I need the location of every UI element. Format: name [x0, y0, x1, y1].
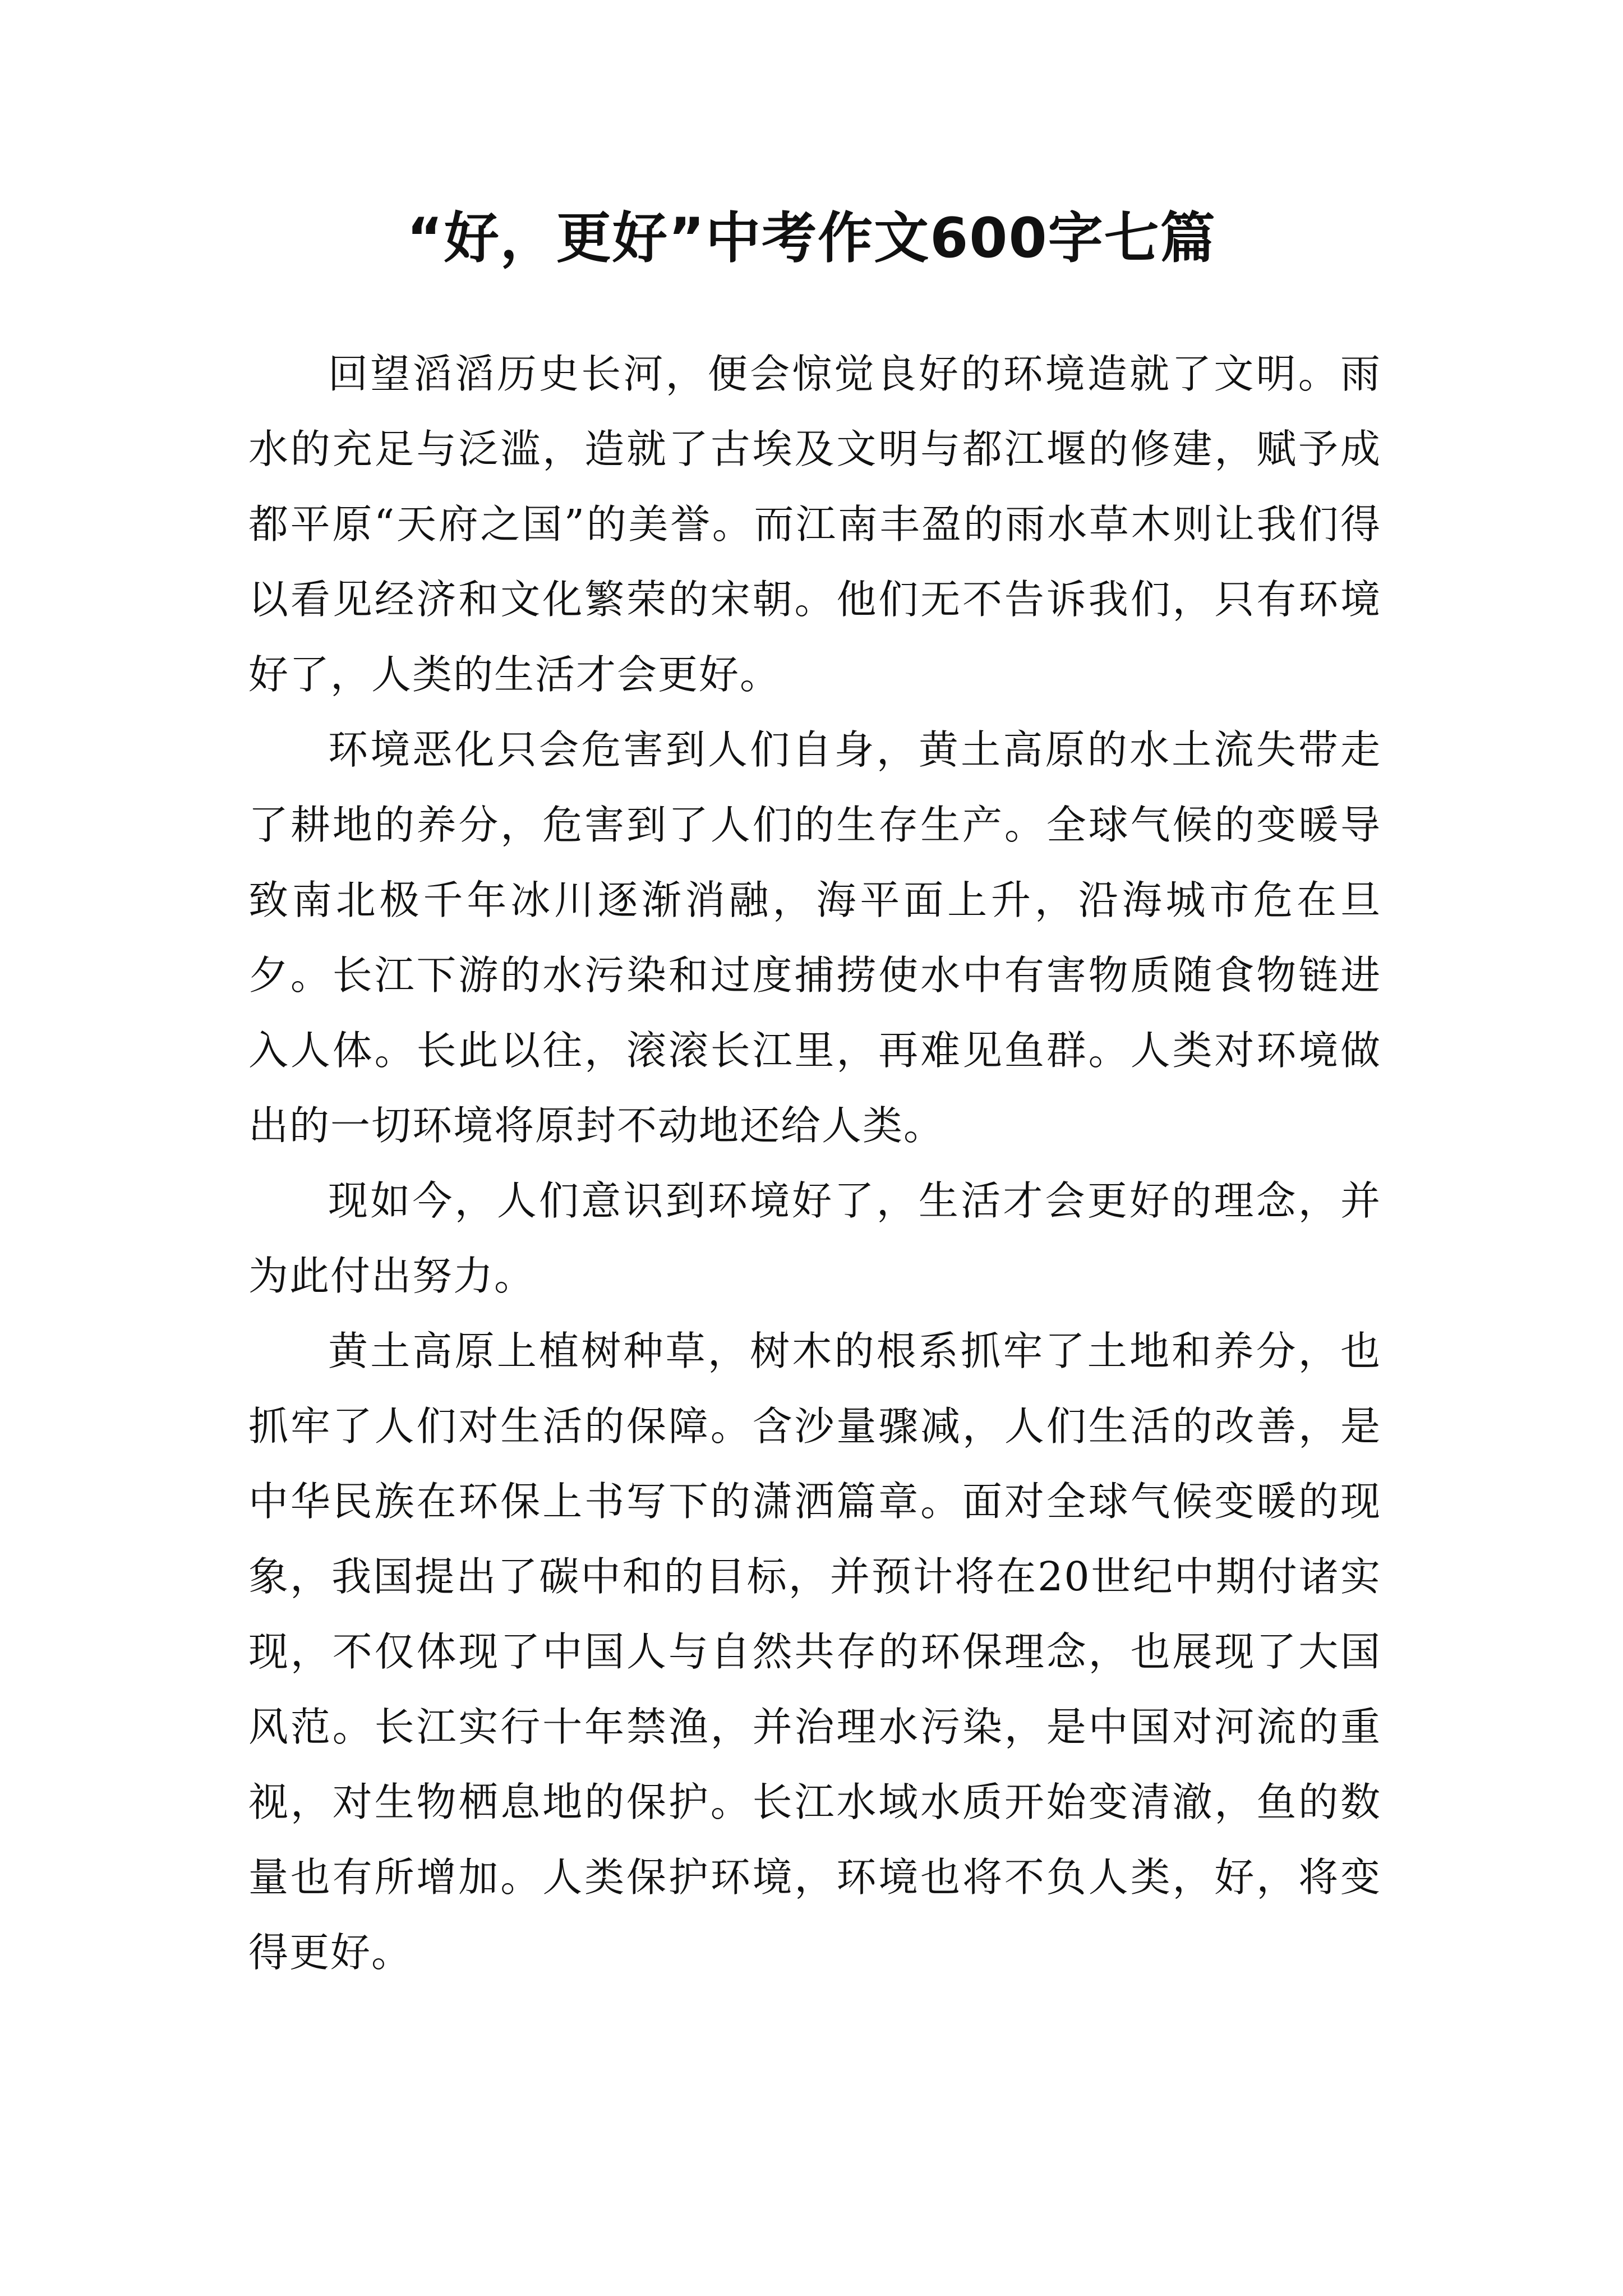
paragraph-3: 现如今，人们意识到环境好了，生活才会更好的理念，并为此付出努力。	[248, 1177, 1381, 1299]
paragraph-2: 环境恶化只会危害到人们自身，黄土高原的水土流失带走了耕地的养分，危害到了人们的生存生产。全球气候的变暖导致南北极千年冰川逐渐消融，海平面上升，沿海城市危在旦夕。长江下游的水污染和过度捕捞使水中有害物质随食物链进入人体。长此以往，滚滚长江里，再难见鱼群。人类对环境做出的一切环境将原封不动地还给人类。	[248, 726, 1381, 1149]
paragraph-1: 回望滔滔历史长河，便会惊觉良好的环境造就了文明。雨水的充足与泛滥，造就了古埃及文明与都江堰的修建，赋予成都平原“天府之国”的美誉。而江南丰盈的雨水草木则让我们得以看见经济和文化繁荣的宋朝。他们无不告诉我们，只有环境好了，人类的生活才会更好。	[248, 351, 1381, 698]
document-body	[248, 337, 1381, 1990]
paragraph-4: 黄土高原上植树种草，树木的根系抓牢了土地和养分，也抓牢了人们对生活的保障。含沙量骤减，人们生活的改善，是中华民族在环保上书写下的潇洒篇章。面对全球气候变暖的现象，我国提出了碳中和的目标，并预计将在20世纪中期付诸实现，不仅体现了中国人与自然共存的环保理念，也展现了大国风范。长江实行十年禁渔，并治理水污染，是中国对河流的重视，对生物栖息地的保护。长江水域水质开始变清澈，鱼的数量也有所增加。人类保护环境，环境也将不负人类，好，将变得更好。	[248, 1328, 1381, 1976]
document-title: “好，更好”中考作文600字七篇	[407, 206, 1216, 270]
